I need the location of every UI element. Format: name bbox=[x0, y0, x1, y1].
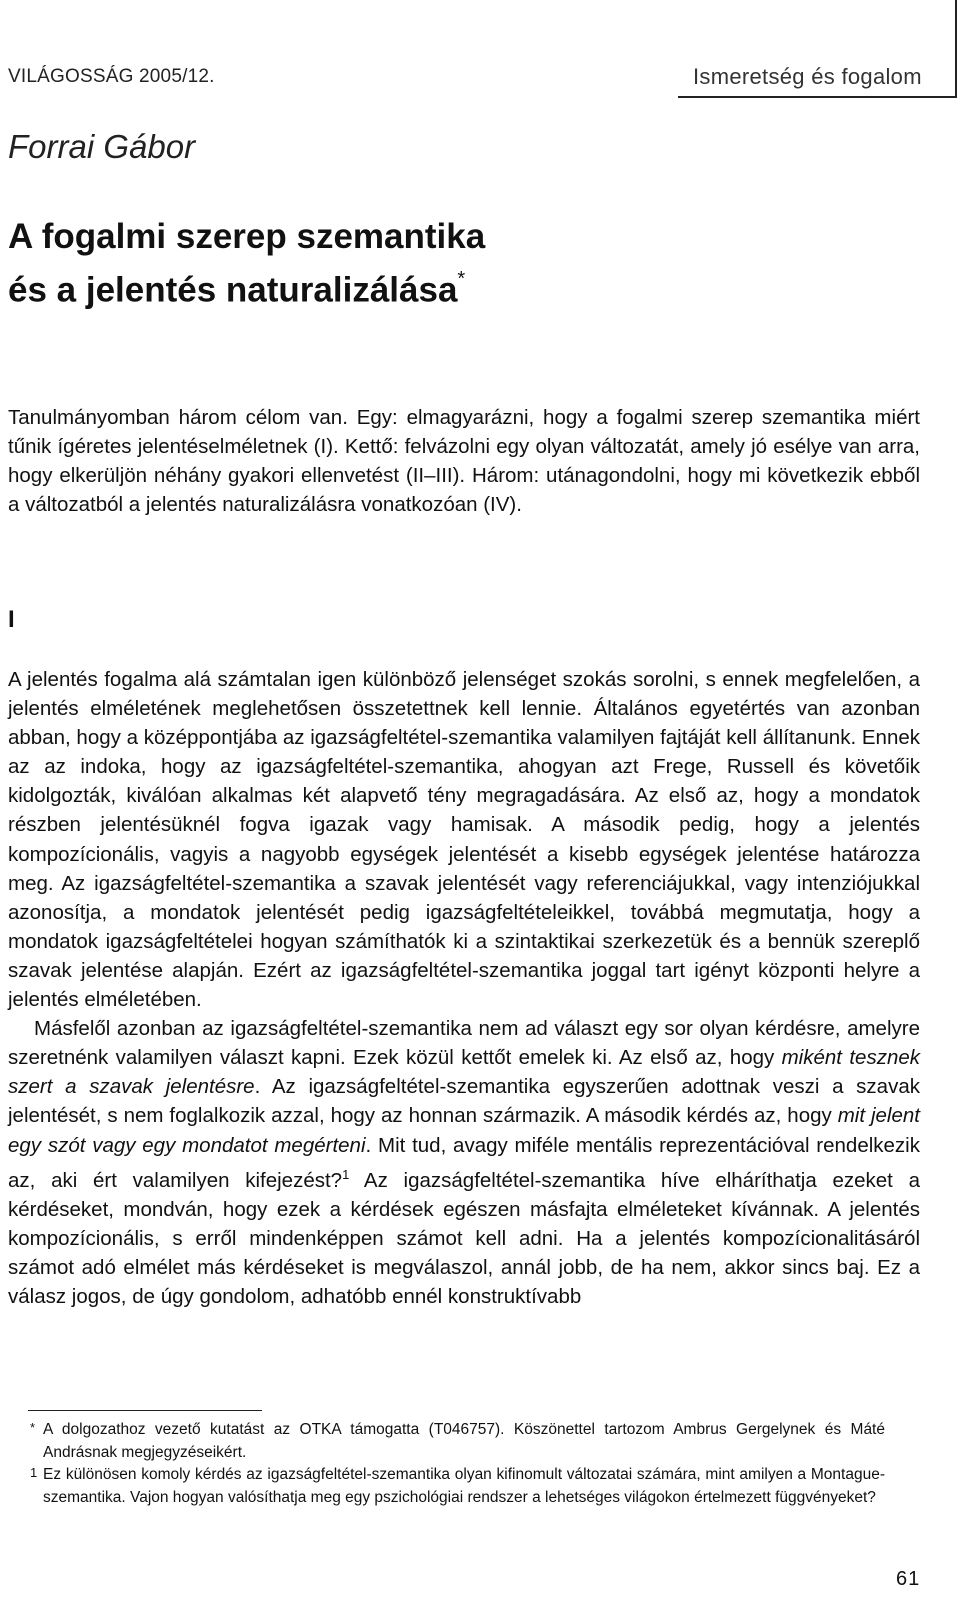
section-number: I bbox=[8, 606, 15, 633]
footnote-mark: * bbox=[30, 1420, 36, 1435]
title-line-2 bbox=[8, 260, 908, 314]
paragraph-2-emphasis-1: miként tesznek szert a szavak jelentésre bbox=[8, 1046, 920, 1099]
author-name: Forrai Gábor bbox=[8, 128, 196, 165]
paragraph-1: A jelentés fogalma alá számtalan igen különböző jelenséget szokás sorolni, s ennek megfelelően, a jelentés elméletének meglehetősen összetettnek kell lennie. Általános egyetértés van azonban abban, hogy a középpontjába az igazságfeltétel-szemantika valamilyen fajtáját kell állítanunk. Ennek az az indoka, hogy az igazságfeltétel-szemantika, ahogyan azt Frege, Russell és követőik kidolgozták, kiválóan alkalmas két alapvető tény megragadására. Az első az, hogy a mondatok részben jelentésüknél fogva igazak vagy hamisak. A második pedig, hogy a jelentés kompozícionális, vagyis a nagyobb egységek jelentését a kisebb egységek jelentése határozza meg. Az igazságfeltétel-szemantika a szavak jelentését vagy referenciájukkal, vagy intenziójukkal azonosítja, a mondatok jelentését pedig igazságfeltételeikkel, továbbá megmutatja, hogy a mondatok igazságfeltételei hogyan számíthatók ki a szintaktikai szerkezetük és a bennük szereplő szavak jelentése alapján. Ezért az igazságfeltétel-szemantika joggal tart igényt központi helyre a jelentés elméletében. bbox=[8, 668, 920, 1012]
footnote-text: Ez különösen komoly kérdés az igazságfeltétel-szemantika olyan kifinomult változatai számára, mint amilyen a Montague-szemantika. Vajon hogyan valósíthatja meg egy pszichológiai rendszer a lehetséges világokon értelmezett függvényeket? bbox=[43, 1466, 885, 1506]
footnote-text: A dolgozathoz vezető kutatást az OTKA támogatta (T046757). Köszönettel tartozom Ambrus Gergelynek és Máté Andrásnak megjegyzéseikért. bbox=[43, 1421, 885, 1461]
journal-header: VILÁGOSSÁG 2005/12. bbox=[8, 66, 215, 87]
footnotes bbox=[30, 1419, 885, 1509]
paragraph-2-part-b: . Az igazságfeltétel-szemantika egyszerűen adottnak veszi a szavak jelentését, s nem foglalkozik azzal, hogy az honnan származik. A második kérdés az, hogy bbox=[8, 1075, 920, 1128]
paragraph-2-part-a: Másfelől azonban az igazságfeltétel-szemantika nem ad választ egy sor olyan kérdésre, amelyre szeretnénk valamilyen választ kapni. Ezek közül kettőt emelek ki. Az első az, hogy bbox=[8, 1017, 920, 1070]
paragraph-2 bbox=[8, 1014, 920, 1311]
page-number: 61 bbox=[896, 1568, 921, 1590]
paragraph-2-part-d: Az igazságfeltétel-szemantika híve elháríthatja ezeket a kérdéseket, mondván, hogy ezek a kérdések egészen másfajta elméleteket kívánnak. A jelentés kompozícionális, s erről mindenképpen számot kell adni. Ha a jelentés kompozícionalitásáról számot adó elmélet más kérdéseket is megválaszol, annál jobb, de ha nem, akkor sincs baj. Ez a válasz jogos, de úgy gondolom, adhatóbb ennél konstruktívabb bbox=[8, 1168, 920, 1308]
body-text bbox=[8, 665, 920, 1311]
section-header: Ismeretség és fogalom bbox=[693, 64, 922, 89]
paragraph-2-emphasis-2: mit jelent egy szót vagy egy mondatot megérteni bbox=[8, 1104, 920, 1157]
footnote-1 bbox=[30, 1464, 885, 1509]
header-vertical-rule bbox=[955, 0, 957, 97]
abstract: Tanulmányomban három célom van. Egy: elmagyarázni, hogy a fogalmi szerep szemantika miért tűnik ígéretes jelentéselméletnek (I). Kettő: felvázolni egy olyan változatát, amely jó esélye van arra, hogy elkerüljön néhány gyakori ellenvetést (II–III). Három: utánagondolni, hogy mi következik ebből a változatból a jelentés naturalizálásra vonatkozóan (IV). bbox=[8, 406, 920, 516]
footnote-star bbox=[30, 1419, 885, 1464]
paragraph-2-part-c: . Mit tud, avagy miféle mentális reprezentációval rendelkezik az, aki ért valamilyen kifejezést? bbox=[8, 1133, 920, 1192]
footnote-ref-1[interactable]: 1 bbox=[342, 1166, 350, 1182]
header-horizontal-rule bbox=[678, 96, 957, 98]
title-line-2-text: és a jelentés naturalizálása bbox=[8, 270, 458, 310]
footnote-mark: 1 bbox=[30, 1465, 38, 1480]
footnote-rule bbox=[28, 1410, 262, 1411]
title-line-1: A fogalmi szerep szemantika bbox=[8, 217, 486, 256]
title-footnote-mark: * bbox=[457, 268, 466, 290]
article-title bbox=[8, 213, 908, 314]
